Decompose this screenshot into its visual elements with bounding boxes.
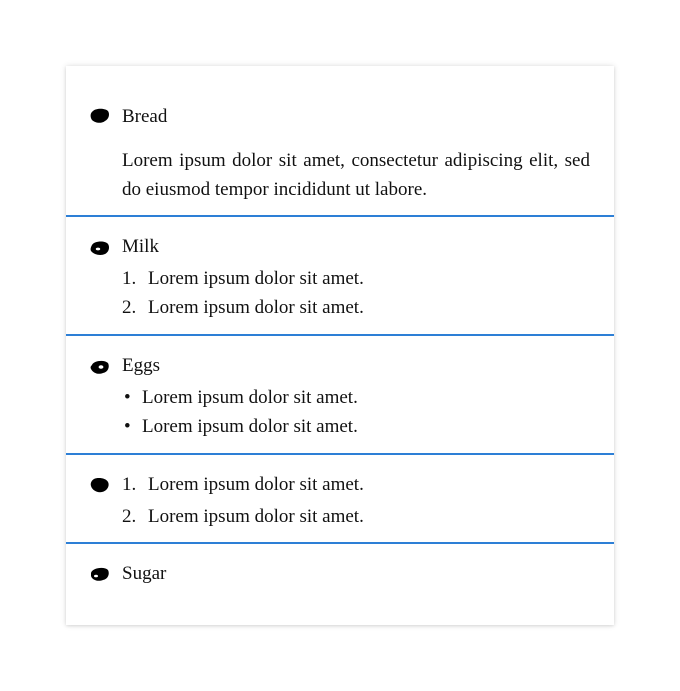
list-item-text: Lorem ipsum dolor sit amet. (148, 506, 364, 527)
list-item-ordered (66, 455, 614, 543)
list-card (66, 66, 614, 625)
ordered-list-item (122, 293, 364, 322)
item-label: Sugar (122, 563, 167, 584)
ordered-list-item (122, 264, 364, 293)
list-marker: • (124, 387, 131, 408)
list-item-text: Lorem ipsum dolor sit amet. (148, 297, 364, 318)
blob-bullet-icon (90, 477, 110, 493)
unordered-list-item (122, 412, 358, 441)
item-label: Milk (122, 236, 159, 257)
ordered-list-item (122, 470, 364, 499)
blob-bullet-icon (90, 108, 110, 124)
item-label: Eggs (122, 355, 160, 376)
list-marker: 1. (122, 268, 137, 289)
list-marker: 1. (122, 474, 137, 495)
list-item-text: Lorem ipsum dolor sit amet. (148, 474, 364, 495)
ordered-list-item (122, 502, 364, 531)
list-item-sugar (66, 544, 614, 625)
blob-bullet-icon (90, 566, 110, 582)
list-item-bread (66, 66, 614, 216)
item-paragraph: Lorem ipsum dolor sit amet, consectetur adipiscing elit, sed do eiusmod tempor incididunt ut labore. (122, 150, 590, 200)
item-label: Bread (122, 106, 168, 127)
list-marker: • (124, 416, 131, 437)
list-item-text: Lorem ipsum dolor sit amet. (148, 268, 364, 289)
list-item-text: Lorem ipsum dolor sit amet. (142, 416, 358, 437)
list-item-milk (66, 217, 614, 335)
list-marker: 2. (122, 506, 137, 527)
list-item-eggs (66, 336, 614, 454)
unordered-list-item (122, 383, 358, 412)
blob-bullet-icon (90, 359, 110, 375)
blob-bullet-icon (90, 240, 110, 256)
list-marker: 2. (122, 297, 137, 318)
list-item-text: Lorem ipsum dolor sit amet. (142, 387, 358, 408)
